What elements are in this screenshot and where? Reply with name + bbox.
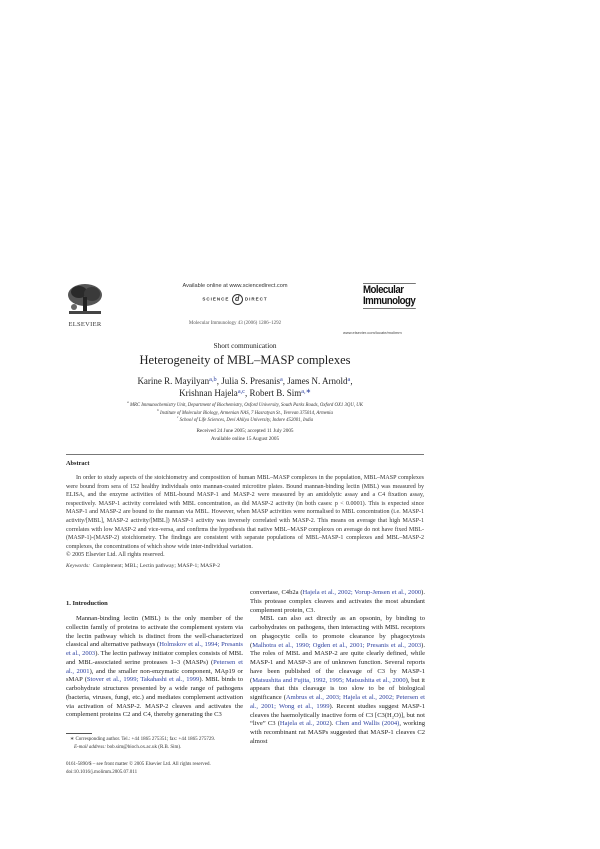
- abstract-heading: Abstract: [66, 460, 90, 467]
- citation-link[interactable]: Malhotra et al., 1990; Ogden et al., 2001; Presanis et al., 2003: [252, 641, 422, 649]
- journal-url[interactable]: www.elsevier.com/locate/molimm: [343, 330, 402, 335]
- front-matter: [66, 761, 246, 776]
- paragraph-text: MBL can also act directly as an opsonin, by binding to carbohydrates on pathogens, then interacting with MBL receptors on phagocytic cells to promote clearance by phagocytosis (: [250, 615, 425, 649]
- paragraph-text: ), and the smaller non-enzymatic component, MAp19 or sMAP (: [66, 667, 244, 684]
- citation-link[interactable]: Chen and Wallis (2004): [335, 720, 400, 728]
- dates: [145, 427, 345, 443]
- citation-link[interactable]: Matsushita and Fujita, 1992, 1995; Matsushita et al., 2000: [252, 676, 406, 684]
- sciencedirect-logo: [160, 294, 310, 305]
- citation-link[interactable]: Holmskov et al., 1994; Presanis et al., 2003: [66, 641, 243, 657]
- sciencedirect-left: SCIENCE: [202, 296, 230, 302]
- paragraph: [66, 615, 243, 720]
- paragraph-text: , working with recombinant rat MASPs suggested that MASP-1 cleaves C2 almost: [250, 720, 425, 745]
- author-separator: ,: [350, 376, 353, 386]
- email-address[interactable]: bob.sim@bioch.ox.ac.uk (R.B. Sim).: [107, 745, 182, 750]
- author-name: Robert B. Sim: [249, 387, 302, 398]
- abstract: [66, 474, 424, 560]
- paragraph: [250, 615, 425, 746]
- paragraph-text: ). The lectin pathway initiator complex consists of MBL and MBL-associated serine proteases 1–3 (MASPs) (: [66, 650, 243, 666]
- elsevier-wordmark: ELSEVIER: [68, 321, 102, 328]
- paragraph-text: ). This protease complex cleaves and activates the most abundant complement protein, C3.: [250, 589, 425, 614]
- journal-citation: Molecular Immunology 43 (2006) 1286–1292: [188, 321, 282, 326]
- author-affiliation-mark[interactable]: a: [347, 376, 351, 383]
- authors-line-2: [100, 388, 390, 400]
- article-title: Heterogeneity of MBL–MASP complexes: [139, 353, 351, 367]
- author-affiliation-mark[interactable]: a,∗: [301, 387, 311, 395]
- paragraph-text: ). MBL binds to carbohydrate structures presented by a wide range of pathogens (bacteria, viruses, fungi, etc.) and mediates complement activation via activation of MASP-2. MASP-2 cleaves and activates the complement proteins C2 and C4, thereby generating the C3: [66, 676, 244, 719]
- citation-link[interactable]: Petersen et al., 2001: [66, 658, 243, 675]
- author-name: Krishnan Hajela: [179, 387, 238, 398]
- affiliation-mark: b: [157, 407, 159, 412]
- affiliation-mark: c: [176, 415, 179, 420]
- sciencedirect-at-icon: d: [232, 294, 243, 305]
- divider: [66, 454, 424, 455]
- affiliation: [90, 402, 400, 410]
- paragraph: [250, 589, 425, 615]
- section-heading: 1. Introduction: [66, 600, 108, 607]
- journal-logo-line2: Immunology: [363, 295, 416, 307]
- paragraph-text: ). Recent studies suggest MASP-1 cleaves the haemolytically inactive form of C3 [C3(H₂O)], but not “live” C3 (: [250, 702, 425, 728]
- article-type: Short communication: [213, 341, 277, 350]
- received-date: Received 24 June 2005; accepted 11 July 2005: [196, 428, 294, 434]
- citation-link[interactable]: Ambrus et al., 2003; Hajela et al., 2002; Petersen et al., 2001; Wong et al., 1999: [250, 694, 425, 710]
- affiliation-text: School of Life Sciences, Devi Ahilya University, Indore 452001, India: [179, 418, 314, 424]
- author-name: Karine R. Mayilyan: [137, 376, 210, 386]
- sciencedirect-right: DIRECT: [244, 296, 268, 302]
- paragraph-text: ).: [329, 720, 336, 728]
- affiliation-mark: a: [127, 400, 129, 404]
- author-separator: ,: [282, 376, 288, 386]
- affiliation-text: Institute of Molecular Biology, Armenian NAS, 7 Hasratyan St., Yerevan 375014, Armenia: [159, 410, 333, 416]
- author-affiliation-mark[interactable]: a,c: [237, 387, 245, 395]
- citation-link[interactable]: Stover et al., 1999; Takahashi et al., 1999: [86, 676, 200, 684]
- elsevier-tree-icon: [65, 283, 105, 316]
- paragraph-text: convertase, C4b2a (: [250, 589, 303, 596]
- footnote-rule: [66, 733, 92, 734]
- right-column: [250, 589, 425, 747]
- journal-logo: [363, 283, 416, 309]
- author-name: James N. Arnold: [287, 376, 348, 386]
- keywords-list: Complement; MBL; Lectin pathway; MASP-1; MASP-2: [92, 563, 221, 569]
- affiliations: [90, 402, 400, 425]
- authors: [100, 376, 390, 399]
- author-affiliation-mark[interactable]: a,b: [209, 376, 217, 383]
- citation-link[interactable]: Hajela et al., 2002: [279, 720, 330, 728]
- author-affiliation-mark[interactable]: a: [279, 376, 283, 383]
- doi[interactable]: doi:10.1016/j.molimm.2005.07.011: [66, 769, 138, 775]
- paragraph-text: Mannan-binding lectin (MBL) is the only member of the collectin family of proteins to activate the complement system via the lectin pathway which is distinct from the well-characterized classical and alternative pathways (: [66, 615, 243, 649]
- citation-link[interactable]: Hajela et al., 2002; Vorup-Jensen et al., 2000: [302, 589, 422, 596]
- keywords: [66, 563, 220, 569]
- copyright: © 2005 Elsevier Ltd. All rights reserved.: [66, 552, 165, 559]
- footnote: [66, 736, 246, 752]
- email-line: [66, 744, 246, 752]
- paragraph-text: ). The roles of MBL and MASP-2 are quite clearly defined, while MASP-1 and MASP-3 are of unknown function. Several reports have been published of the cleavage of C3 by MASP-1 (: [250, 641, 425, 684]
- keywords-label: Keywords:: [66, 563, 91, 569]
- affiliation: [90, 417, 400, 425]
- email-label: E-mail address:: [74, 745, 106, 750]
- issn: 0161-5890/$ – see front matter © 2005 Elsevier Ltd. All rights reserved.: [66, 762, 211, 767]
- paragraph-text: ), but it appears that this cleavage is too slow to be of biological significance (: [250, 676, 425, 701]
- affiliation-text: MRC Immunochemistry Unit, Department of Biochemistry, Oxford University, South Parks Roads, Oxford OX1 3QU, UK: [129, 403, 363, 408]
- available-online-text: Available online at www.sciencedirect.com: [182, 283, 288, 289]
- author-separator: ,: [244, 387, 250, 398]
- author-name: Julia S. Presanis: [221, 376, 280, 386]
- authors-line-1: [100, 376, 390, 388]
- corresponding-author: ∗ Corresponding author. Tel.: +44 1865 275351; fax: +44 1865 275729.: [70, 737, 216, 742]
- affiliation: [90, 407, 400, 418]
- author-separator: ,: [216, 376, 222, 386]
- available-date: Available online 15 August 2005: [210, 436, 280, 442]
- left-column: [66, 615, 243, 720]
- journal-logo-line1: Molecular: [363, 284, 404, 296]
- abstract-text: In order to study aspects of the stoichiometry and composition of human MBL–MASP complexes in the population, MBL–MASP complexes were bound from sera of 152 healthy individuals onto mannan-coated microtitre plates. Bound mannan-binding lectin (MBL) was measured by ELISA, and the enzyme activities of MBL-bound MASP-1 and MASP-2 were measured by an amidolytic assay and a C4 fixation assay, respectively. MASP-1 activity correlated with MBL concentration, as did MASP-2 activity (in both cases: p < 0.0001). This is expected since MASP-1 and MASP-2 are bound to the mannan via MBL. However, when MASP activities were normalised to MBL concentration (i.e. MASP-1 activity/[MBL], MASP-2 activity/[MBL]) MASP-1 activity was inversely correlated with MASP-2. This means on average that high MASP-1 correlates with low MASP-2 and vice-versa, and confirms the hypothesis that native MBL–MASP complexes on average do not have fixed MBL-(MASP-1)-(MASP-2) stoichiometry. The findings are consistent with separate populations of MBL–MASP-1 complexes and MBL–MASP-2 complexes, the concentrations of which show wide inter-individual variation.: [66, 475, 424, 550]
- elsevier-logo: [65, 283, 105, 328]
